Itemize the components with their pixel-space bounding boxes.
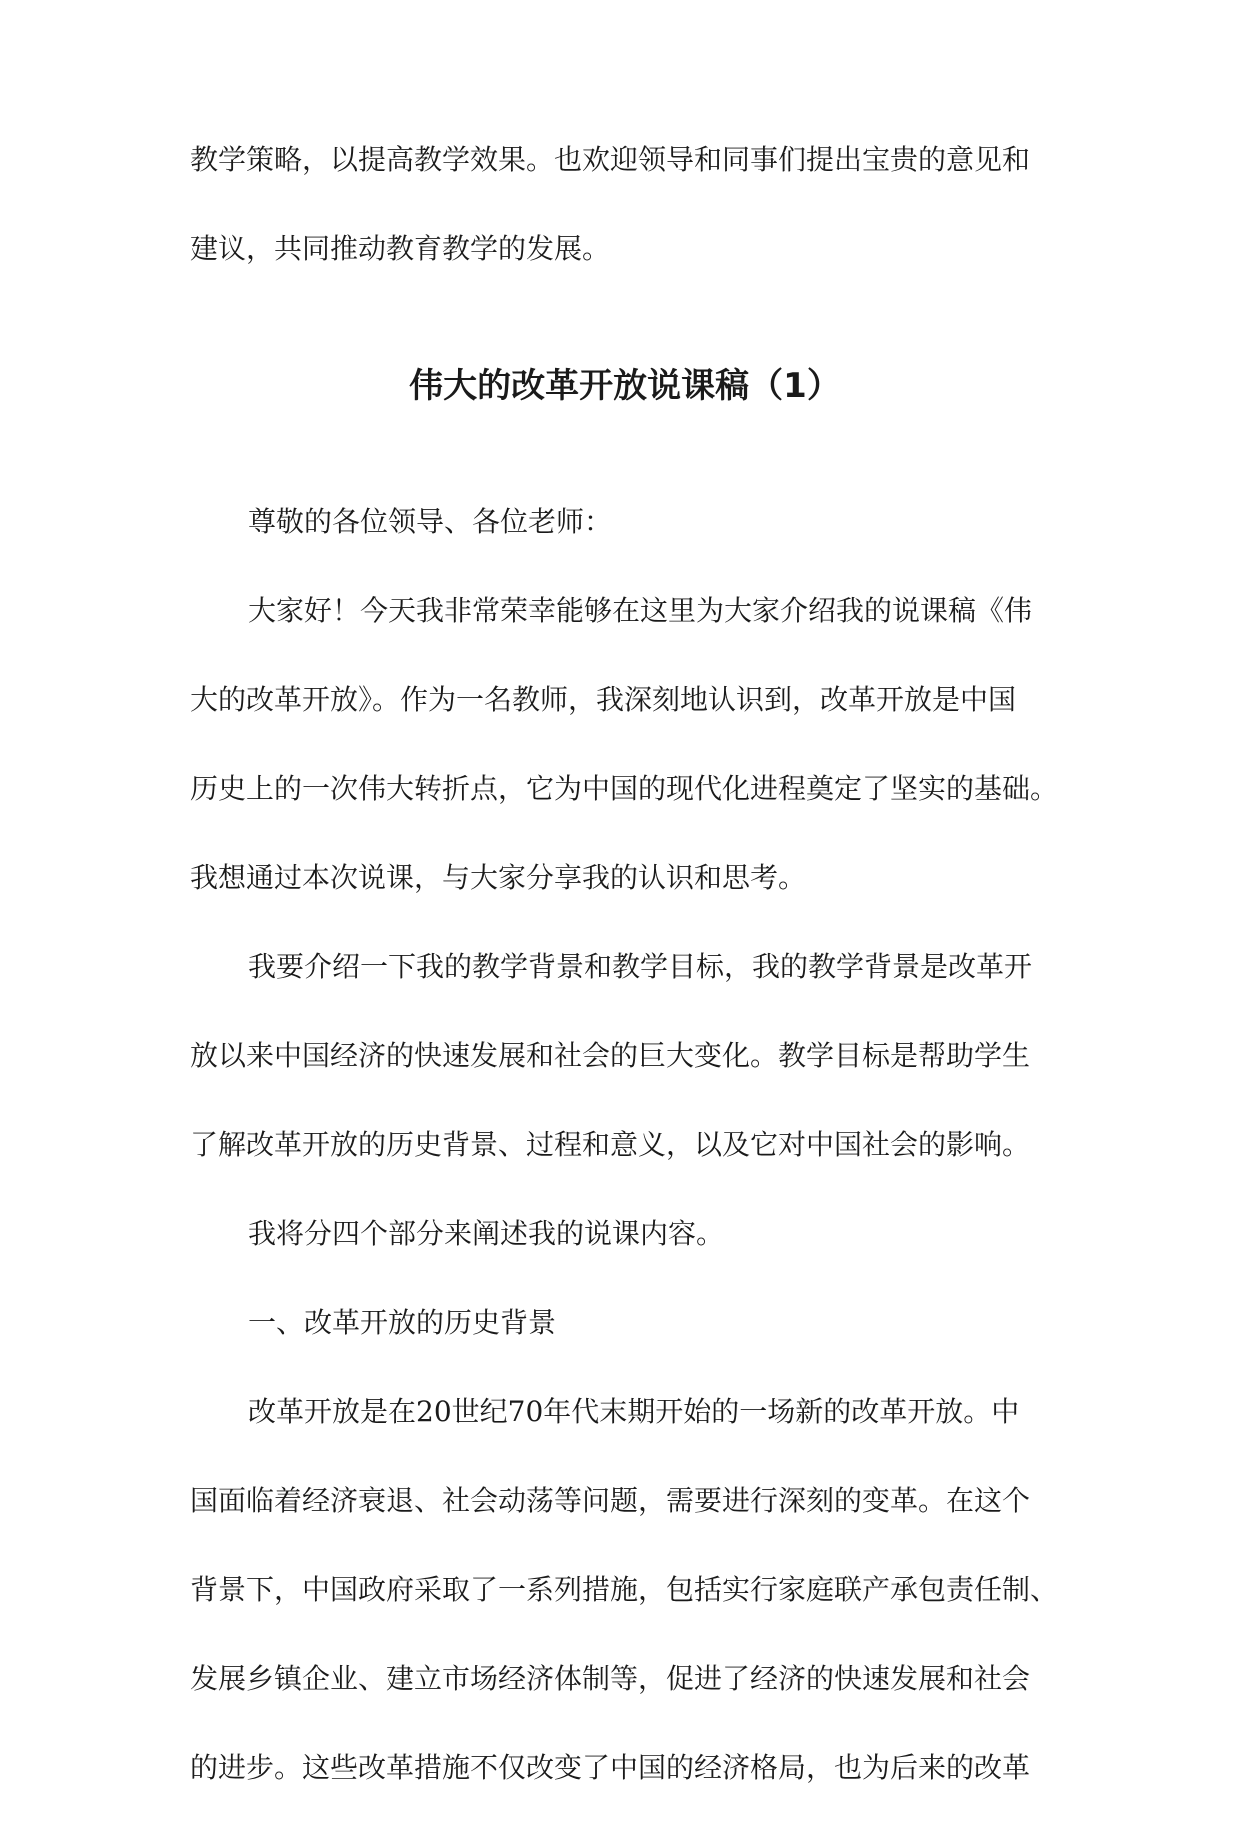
text-line: 我将分四个部分来阐述我的说课内容。 [248, 1217, 725, 1250]
text-line: 大家好！今天我非常荣幸能够在这里为大家介绍我的说课稿《伟 [248, 594, 1033, 627]
text-line: 了解改革开放的历史背景、过程和意义，以及它对中国社会的影响。 [190, 1128, 1031, 1161]
text-line: 历史上的一次伟大转折点，它为中国的现代化进程奠定了坚实的基础。 [190, 772, 1059, 805]
text-line: 建议，共同推动教育教学的发展。 [190, 232, 611, 265]
text-line: 改革开放是在20世纪70年代末期开始的一场新的改革开放。中 [248, 1395, 1020, 1428]
text-line: 发展乡镇企业、建立市场经济体制等，促进了经济的快速发展和社会 [190, 1662, 1031, 1695]
text-line: 我想通过本次说课，与大家分享我的认识和思考。 [190, 861, 807, 894]
text-line: 背景下，中国政府采取了一系列措施，包括实行家庭联产承包责任制、 [190, 1573, 1059, 1606]
text-line: 的进步。这些改革措施不仅改变了中国的经济格局，也为后来的改革 [190, 1751, 1031, 1784]
document-title: 伟大的改革开放说课稿（1） [409, 366, 841, 406]
section-heading: 一、改革开放的历史背景 [248, 1306, 557, 1339]
text-line: 国面临着经济衰退、社会动荡等问题，需要进行深刻的变革。在这个 [190, 1484, 1031, 1517]
paragraph-salutation: 尊敬的各位领导、各位老师： [248, 505, 613, 538]
text-line: 教学策略，以提高教学效果。也欢迎领导和同事们提出宝贵的意见和 [190, 143, 1031, 176]
text-line: 大的改革开放》。作为一名教师，我深刻地认识到，改革开放是中国 [190, 683, 1017, 716]
document-body [190, 140, 1060, 1837]
text-line: 我要介绍一下我的教学背景和教学目标，我的教学背景是改革开 [248, 950, 1033, 983]
text-line: 放以来中国经济的快速发展和社会的巨大变化。教学目标是帮助学生 [190, 1039, 1031, 1072]
